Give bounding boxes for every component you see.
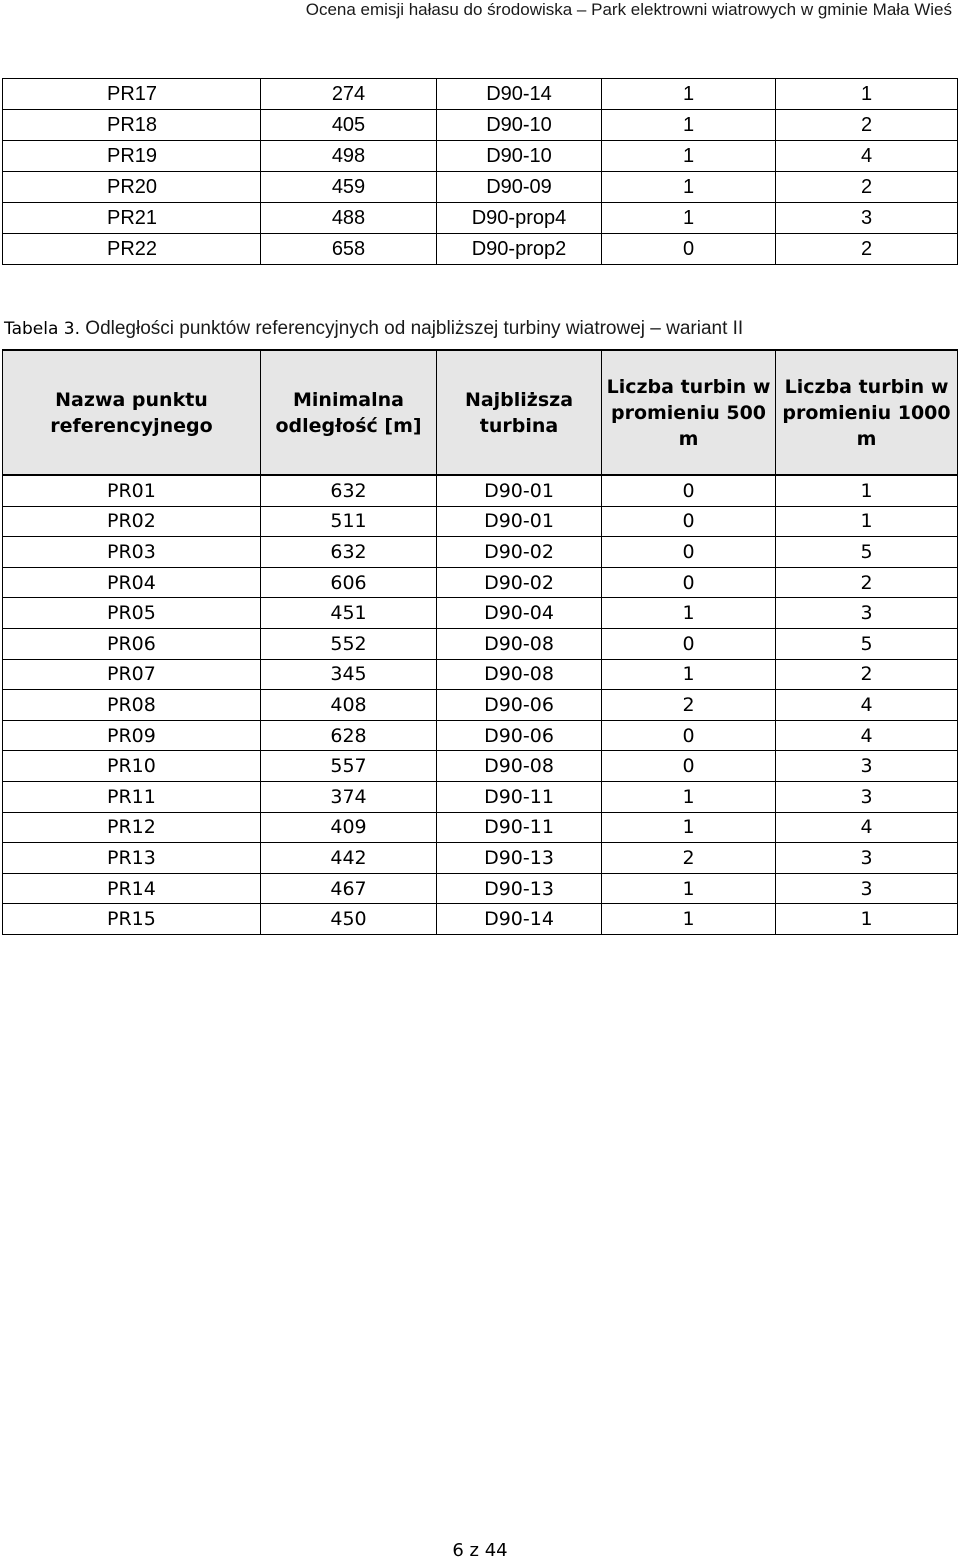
table-row [3,720,958,751]
table-cell: 3 [776,873,958,904]
table-cell: 5 [776,628,958,659]
table-cell: D90-08 [437,659,602,690]
table-cell: PR18 [3,110,261,141]
table-cell: 451 [261,598,437,629]
table-cell: 1 [776,506,958,537]
table-cell: D90-11 [437,781,602,812]
table-cell: 632 [261,475,437,506]
header-row [3,350,958,475]
table-cell: 4 [776,812,958,843]
table-cell: PR15 [3,904,261,935]
table-cell: 1 [776,904,958,935]
table-continued [2,78,958,265]
table-cell: PR17 [3,79,261,110]
table-row [3,659,958,690]
table-cell: D90-11 [437,812,602,843]
table-cell: D90-08 [437,628,602,659]
table-row [3,172,958,203]
table-cell: 1 [602,659,776,690]
table-cell: 409 [261,812,437,843]
table-cell: PR20 [3,172,261,203]
header-cell-turbines-1000m: Liczba turbin w promieniu 1000 m [776,350,958,475]
table-cell: 3 [776,203,958,234]
table-cell: PR01 [3,475,261,506]
table-cell: 0 [602,506,776,537]
table-cell: 1 [602,904,776,935]
table-cell: 4 [776,690,958,721]
table-cell: PR22 [3,234,261,265]
table-cell: 4 [776,720,958,751]
table-row [3,690,958,721]
table-row [3,506,958,537]
table-cell: D90-10 [437,141,602,172]
table-cell: 1 [776,475,958,506]
table-cell: 3 [776,751,958,782]
table-cell: D90-04 [437,598,602,629]
table-cell: PR10 [3,751,261,782]
table-cell: 459 [261,172,437,203]
table-cell: PR02 [3,506,261,537]
table-cell: 632 [261,537,437,568]
distance-table-body [3,475,958,934]
table-cell: 2 [776,659,958,690]
table-cell: PR12 [3,812,261,843]
table-cell: 1 [602,873,776,904]
header-cell-nearest-turbine: Najbliższa turbina [437,350,602,475]
table-row [3,751,958,782]
table-cell: 274 [261,79,437,110]
table-cell: 4 [776,141,958,172]
table-cell: 374 [261,781,437,812]
table-row [3,904,958,935]
table-row [3,628,958,659]
table-cell: 511 [261,506,437,537]
table-continued-body [3,79,958,265]
table-row [3,567,958,598]
table-cell: D90-02 [437,537,602,568]
table-cell: 1 [602,110,776,141]
table-cell: 628 [261,720,437,751]
table-cell: 3 [776,781,958,812]
table-cell: PR06 [3,628,261,659]
table-cell: 345 [261,659,437,690]
table-cell: 1 [602,598,776,629]
table-cell: D90-10 [437,110,602,141]
table-cell: 658 [261,234,437,265]
table-cell: PR09 [3,720,261,751]
table-cell: PR13 [3,843,261,874]
table-cell: 0 [602,628,776,659]
table-cell: D90-01 [437,506,602,537]
table-cell: 442 [261,843,437,874]
table-cell: 0 [602,720,776,751]
table-cell: D90-prop4 [437,203,602,234]
table-cell: 408 [261,690,437,721]
table-cell: D90-02 [437,567,602,598]
table-row [3,234,958,265]
table-cell: D90-06 [437,690,602,721]
table-cell: 2 [602,843,776,874]
table-cell: 2 [776,110,958,141]
table-row [3,598,958,629]
table-row [3,537,958,568]
table-cell: 0 [602,475,776,506]
table-caption [4,318,743,340]
table-cell: 2 [776,172,958,203]
distance-table [2,349,958,935]
table-cell: 557 [261,751,437,782]
table-cell: PR08 [3,690,261,721]
table-cell: 450 [261,904,437,935]
table-cell: 2 [776,234,958,265]
table-cell: PR05 [3,598,261,629]
table-cell: 0 [602,234,776,265]
table-row [3,843,958,874]
table-cell: PR11 [3,781,261,812]
table-cell: 1 [602,781,776,812]
table-cell: D90-14 [437,79,602,110]
table-cell: PR19 [3,141,261,172]
table-cell: 405 [261,110,437,141]
table-cell: 3 [776,598,958,629]
table-cell: 488 [261,203,437,234]
table-cell: 3 [776,843,958,874]
table-row [3,812,958,843]
table-cell: 467 [261,873,437,904]
table-cell: 1 [776,79,958,110]
table-caption-label: Tabela 3. [4,319,81,339]
table-cell: D90-13 [437,843,602,874]
table-row [3,141,958,172]
table-row [3,203,958,234]
table-row [3,781,958,812]
table-cell: D90-14 [437,904,602,935]
table-cell: PR07 [3,659,261,690]
table-cell: 1 [602,203,776,234]
table-row [3,79,958,110]
header-cell-min-distance: Minimalna odległość [m] [261,350,437,475]
table-cell: 0 [602,567,776,598]
page-header: Ocena emisji hałasu do środowiska – Park elektrowni wiatrowych w gminie Mała Wieś [305,0,952,19]
table-cell: PR21 [3,203,261,234]
table-cell: PR04 [3,567,261,598]
table-cell: 2 [602,690,776,721]
header-cell-point-name: Nazwa punktu referencyjnego [3,350,261,475]
table-cell: PR14 [3,873,261,904]
table-cell: D90-prop2 [437,234,602,265]
table-cell: 0 [602,751,776,782]
table-cell: D90-09 [437,172,602,203]
table-cell: 552 [261,628,437,659]
table-cell: 1 [602,141,776,172]
table-cell: 1 [602,172,776,203]
page-number: 6 z 44 [452,1540,508,1561]
table-cell: 5 [776,537,958,568]
table-cell: D90-08 [437,751,602,782]
table-cell: 606 [261,567,437,598]
table-cell: 1 [602,812,776,843]
table-row [3,873,958,904]
table-cell: D90-13 [437,873,602,904]
header-cell-turbines-500m: Liczba turbin w promieniu 500 m [602,350,776,475]
table-cell: PR03 [3,537,261,568]
table-cell: D90-01 [437,475,602,506]
table-caption-text: Odległości punktów referencyjnych od najbliższej turbiny wiatrowej – wariant II [80,318,744,339]
table-row [3,475,958,506]
table-cell: 498 [261,141,437,172]
table-cell: D90-06 [437,720,602,751]
table-row [3,110,958,141]
table-cell: 2 [776,567,958,598]
table-cell: 1 [602,79,776,110]
table-cell: 0 [602,537,776,568]
